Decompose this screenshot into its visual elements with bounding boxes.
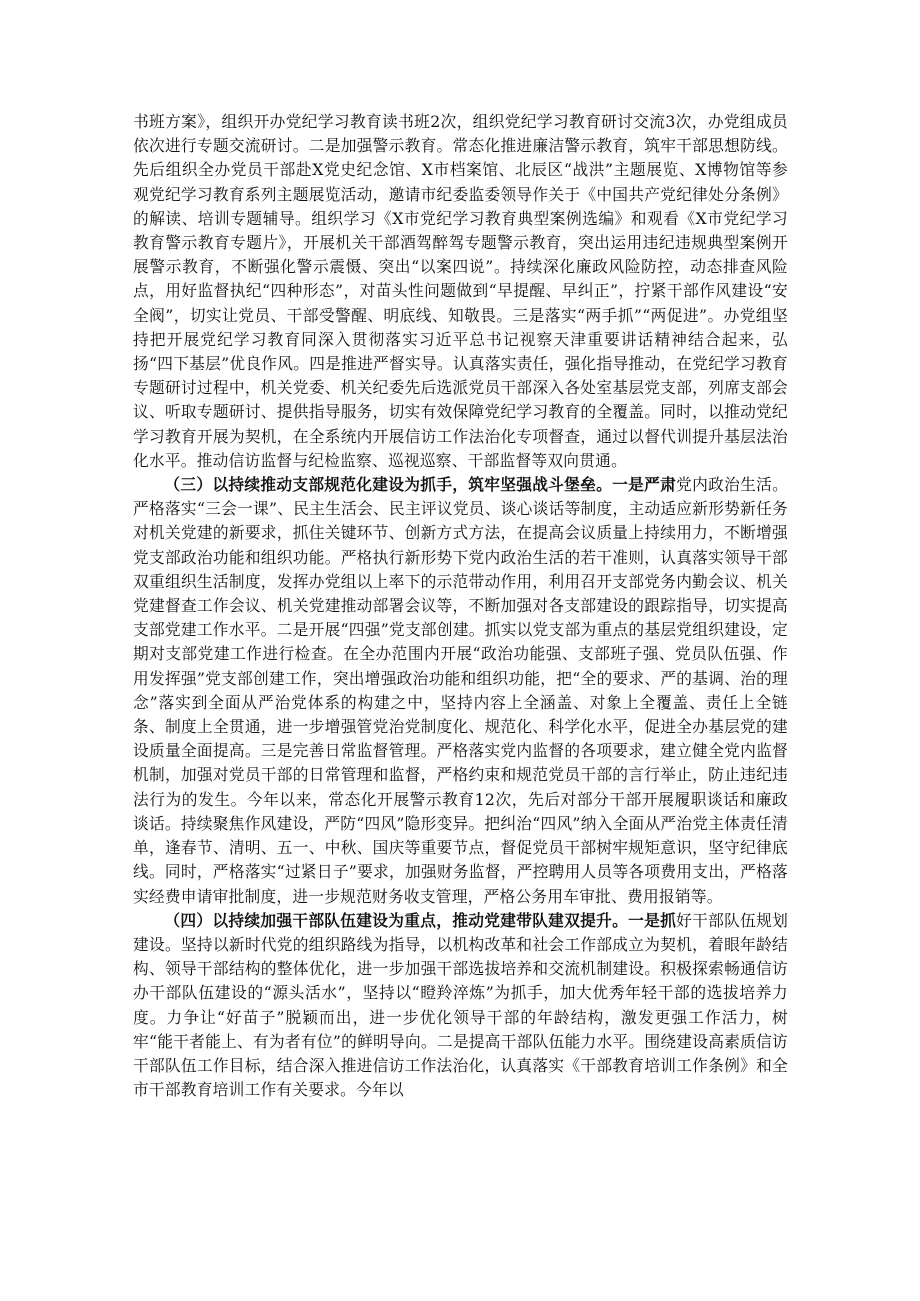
- paragraph-body: 党内政治生活。严格落实“三会一课”、民主生活会、民主评议党员、谈心谈话等制度，主动适应新形势新任务对机关党建的新要求，抓住关键环节、创新方式方法，在提高会议质量上持续用力，不断增强党支部政治功能和组织功能。严格执行新形势下党内政治生活的若干准则，认真落实领导干部双重组织生活制度，发挥办党组以上率下的示范带动作用，利用召开支部党务内勤会议、机关党建督查工作会议、机关党建推动部署会议等，不断加强对各支部建设的跟踪指导，切实提高支部党建工作水平。二是开展“四强”党支部创建。抓实以党支部为重点的基层党组织建设，定期对支部党建工作进行检查。在全办范围内开展“政治功能强、支部班子强、党员队伍强、作用发挥强”党支部创建工作，突出增强政治功能和组织功能，把“全的要求、严的基调、治的理念”落实到全面从严治党体系的构建之中，坚持内容上全涵盖、对象上全覆盖、责任上全链条、制度上全贯通，进一步增强管党治党制度化、规范化、科学化水平，促进全办基层党的建设质量全面提高。三是完善日常监督管理。严格落实党内监督的各项要求，建立健全党内监督机制，加强对党员干部的日常管理和监督，严格约束和规范党员干部的言行举止，防止违纪违法行为的发生。今年以来，常态化开展警示教育12次，先后对部分干部开展履职谈话和廉政谈话。持续聚焦作风建设，严防“四风”隐形变异。把纠治“四风”纳入全面从严治党主体责任清单，逢春节、清明、五一、中秋、国庆等重要节点，督促党员干部树牢规矩意识，坚守纪律底线。同时，严格落实“过紧日子”要求，加强财务监督，严控聘用人员等各项费用支出，严格落实经费申请审批制度，进一步规范财务收支管理，严格公务用车审批、费用报销等。: [133, 475, 789, 906]
- section-heading: （三）以持续推动支部规范化建设为抓手，筑牢坚强战斗堡垒。: [164, 475, 613, 495]
- section-lead: 一是抓: [628, 910, 677, 930]
- paragraph-continuation: [133, 110, 788, 473]
- paragraph-body: 书班方案》，组织开办党纪学习教育读书班2次，组织党纪学习教育研讨交流3次，办党组成员依次进行专题交流研讨。二是加强警示教育。常态化推进廉洁警示教育，筑牢干部思想防线。先后组织全办党员干部赴X党史纪念馆、X市档案馆、北辰区“战洪”主题展览、X博物馆等参观党纪学习教育系列主题展览活动，邀请市纪委监委领导作关于《中国共产党纪律处分条例》的解读、培训专题辅导。组织学习《X市党纪学习教育典型案例选编》和观看《X市党纪学习教育警示教育专题片》，开展机关干部酒驾醉驾专题警示教育，突出运用违纪违规典型案例开展警示教育，不断强化警示震慑、突出“以案四说”。持续深化廉政风险防控，动态排查风险点，用好监督执纪“四种形态”，对苗头性问题做到“早提醒、早纠正”，拧紧干部作风建设“安全阀”，切实让党员、干部受警醒、明底线、知敬畏。三是落实“两手抓”“两促进”。办党组坚持把开展党纪学习教育同深入贯彻落实习近平总书记视察天津重要讲话精神结合起来，弘扬“四下基层”优良作风。四是推进严督实导。认真落实责任，强化指导推动，在党纪学习教育专题研讨过程中，机关党委、机关纪委先后选派党员干部深入各处室基层党支部，列席支部会议、听取专题研讨、提供指导服务，切实有效保障党纪学习教育的全覆盖。同时，以推动党纪学习教育开展为契机，在全系统内开展信访工作法治化专项督查，通过以督代训提升基层法治化水平。推动信访监督与纪检监察、巡视巡察、干部监督等双向贯通。: [133, 112, 788, 470]
- paragraph-section-4: [133, 909, 788, 1103]
- document-page: [133, 110, 788, 1102]
- paragraph-section-3: [133, 473, 788, 909]
- paragraph-body: 好干部队伍规划建设。坚持以新时代党的组织路线为指导，以机构改革和社会工作部成立为契机，着眼年龄结构、领导干部结构的整体优化，进一步加强干部选拔培养和交流机制建设。积极探索畅通信访办干部队伍建设的“源头活水”，坚持以“瞪羚淬炼”为抓手，加大优秀年轻干部的选拔培养力度。力争让“好苗子”脱颖而出，进一步优化领导干部的年龄结构，激发更强工作活力，树牢“能干者能上、有为者有位”的鲜明导向。二是提高干部队伍能力水平。围绕建设高素质信访干部队伍工作目标，结合深入推进信访工作法治化，认真落实《干部教育培训工作条例》和全市干部教育培训工作有关要求。今年以: [133, 910, 789, 1100]
- section-heading: （四）以持续加强干部队伍建设为重点，推动党建带队建双提升。: [164, 910, 629, 930]
- section-lead: 一是严肃: [612, 475, 677, 495]
